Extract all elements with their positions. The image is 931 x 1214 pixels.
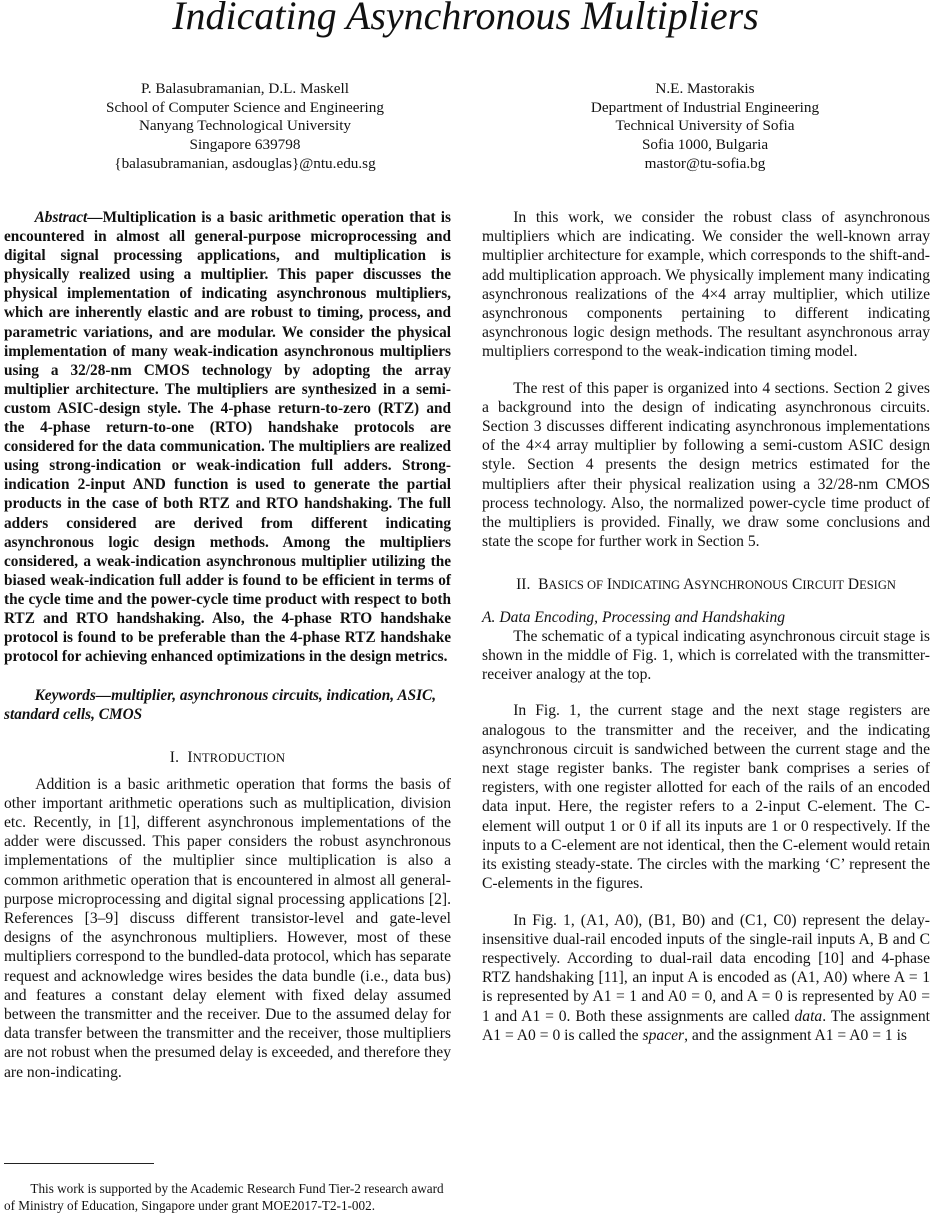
author-department: Department of Industrial Engineering [590, 98, 820, 116]
intro-paragraph-2: In this work, we consider the robust class of asynchronous multipliers which are indicating. We consider the well-known array multiplier architecture for example, which corresponds to the shift-and-add multiplication approach. We physically implement many indicating asynchronous realizations of the 4×4 array multiplier, which utilize asynchronous components pertaining to different indicating asynchronous logic design methods. The resultant asynchronous array multipliers correspond to the weak-indication timing model. [482, 209, 930, 361]
abstract-text: —Multiplication is a basic arithmetic operation that is encountered in almost all general-purpose microprocessing and digital signal processing applications, and multiplication is physically realized using a multiplier. This paper discusses the physical implementation of indicating asynchronous multipliers, which are inherently elastic and are robust to timing, process, and parametric variations, and are modular. We consider the physical implementation of many weak-indication asynchronous multipliers using a 32/28-nm CMOS technology by adopting the array multiplier architecture. The multipliers are synthesized in a semi-custom ASIC-design style. The 4-phase return-to-zero (RTZ) and the 4-phase return-to-one (RTO) handshake protocols are considered for the data communication. The multipliers are realized using strong-indication or weak-indication full adders. Strong-indication 2-input AND function is used to generate the partial products in the case of both RTZ and RTO handshaking. The full adders considered are derived from different indicating asynchronous logic design methods. Among the multipliers considered, a weak-indication asynchronous multiplier utilizing the biased weak-indication full adder is found to be efficient in terms of the cycle time and the power-cycle time product with respect to both RTZ and RTO handshaking. Also, the 4-phase RTO handshake protocol is found to be preferable than the 4-phase RTZ handshake protocol for achieving enhanced optimizations in the design metrics. [4, 209, 451, 666]
paper-title: Indicating Asynchronous Multipliers [172, 0, 759, 38]
author-names: N.E. Mastorakis [655, 80, 755, 97]
author-block-1 [40, 80, 450, 174]
section-heading-introduction: I. INTRODUCTION [169, 749, 286, 767]
section2-paragraph-3: In Fig. 1, (A1, A0), (B1, B0) and (C1, C0) represent the delay-insensitive dual-rail encoded inputs of the single-rail inputs A, B and C respectively. According to dual-rail data encoding [10] and 4-phase RTZ handshaking [11], an input A is encoded as (A1, A0) where A = 1 is represented by A1 = 1 and A0 = 0, and A = 0 is represented by A0 = 1 and A1 = 0. Both these assignments are called data. The assignment A1 = A0 = 0 is called the spacer, and the assignment A1 = A0 = 1 is [482, 911, 930, 1044]
author-email: {balasubramanian, asdouglas}@ntu.edu.sg [114, 154, 376, 172]
footnote-rule [4, 1163, 154, 1164]
author-institution: Technical University of Sofia [615, 117, 795, 135]
author-address: Singapore 639798 [189, 136, 301, 154]
section2-paragraph-2: In Fig. 1, the current stage and the next stage registers are analogous to the transmitter and the receiver, and the indicating asynchronous circuit is sandwiched between the current stage and the next stage register banks. The register bank comprises a series of registers, with one register allotted for each of the rails of an encoded data input. Here, the register refers to a 2-input C-element. The C-element will output 1 or 0 if all its inputs are 1 or 0 respectively. If the inputs to a C-element are not identical, then the C-element would retain its existing steady-state. The circles with the marking ‘C’ represent the C-elements in the figures. [482, 702, 930, 893]
author-address: Sofia 1000, Bulgaria [641, 136, 769, 154]
right-column [482, 208, 930, 1045]
footnote: This work is supported by the Academic Research Fund Tier-2 research award of Ministry of Education, Singapore under grant MOE2017-T2-1-002. [4, 1181, 444, 1213]
abstract [4, 208, 451, 666]
section2-paragraph-1: The schematic of a typical indicating asynchronous circuit stage is shown in the middle of Fig. 1, which is correlated with the transmitter-receiver analogy at the top. [482, 627, 930, 684]
intro-paragraph-1: Addition is a basic arithmetic operation that forms the basis of other important arithmetic operations such as multiplication, division etc. Recently, in [1], different asynchronous implementations of the adder were discussed. This paper considers the robust asynchronous implementations of the multiplier since multiplication is also a common arithmetic operation that is encountered in almost all general-purpose microprocessing and digital signal processing applications [2]. References [3–9] discuss different transistor-level and gate-level designs of the asynchronous multipliers. However, most of these multipliers correspond to the bundled-data protocol, which has separate request and acknowledge wires besides the data bundle (i.e., data bus) and features a constant delay element with fixed delay assumed between the transmitter and the receiver. Due to the assumed delay for data transfer between the transmitter and the receiver, those multipliers are not robust when the presumed delay is exceeded, and therefore they are non-indicating. [4, 775, 451, 1081]
author-department: School of Computer Science and Engineering [106, 98, 384, 116]
left-column [4, 208, 451, 1082]
intro-paragraph-3: The rest of this paper is organized into 4 sections. Section 2 gives a background into the design of indicating asynchronous circuits. Section 3 discusses different indicating asynchronous implementations of the 4×4 array multiplier by following a semi-custom ASIC design style. Section 4 presents the design metrics estimated for the multipliers after their physical realization using a 32/28-nm CMOS process technology. Also, the normalized power-cycle time product of the multipliers is provided. Finally, we draw some conclusions and state the scope for further work in Section 5. [482, 379, 930, 551]
author-institution: Nanyang Technological University [138, 117, 352, 135]
author-email: mastor@tu-sofia.bg [644, 154, 766, 172]
author-block-2 [540, 80, 870, 174]
section-heading-basics: II. BASICS OF INDICATING ASYNCHRONOUS CIRCUIT DESIGN [516, 576, 896, 594]
subsection-heading: A. Data Encoding, Processing and Handshaking [482, 608, 786, 626]
keywords: Keywords—multiplier, asynchronous circuits, indication, ASIC, standard cells, CMOS [4, 687, 437, 724]
author-names: P. Balasubramanian, D.L. Maskell [141, 80, 349, 97]
abstract-label: Abstract [34, 209, 88, 226]
